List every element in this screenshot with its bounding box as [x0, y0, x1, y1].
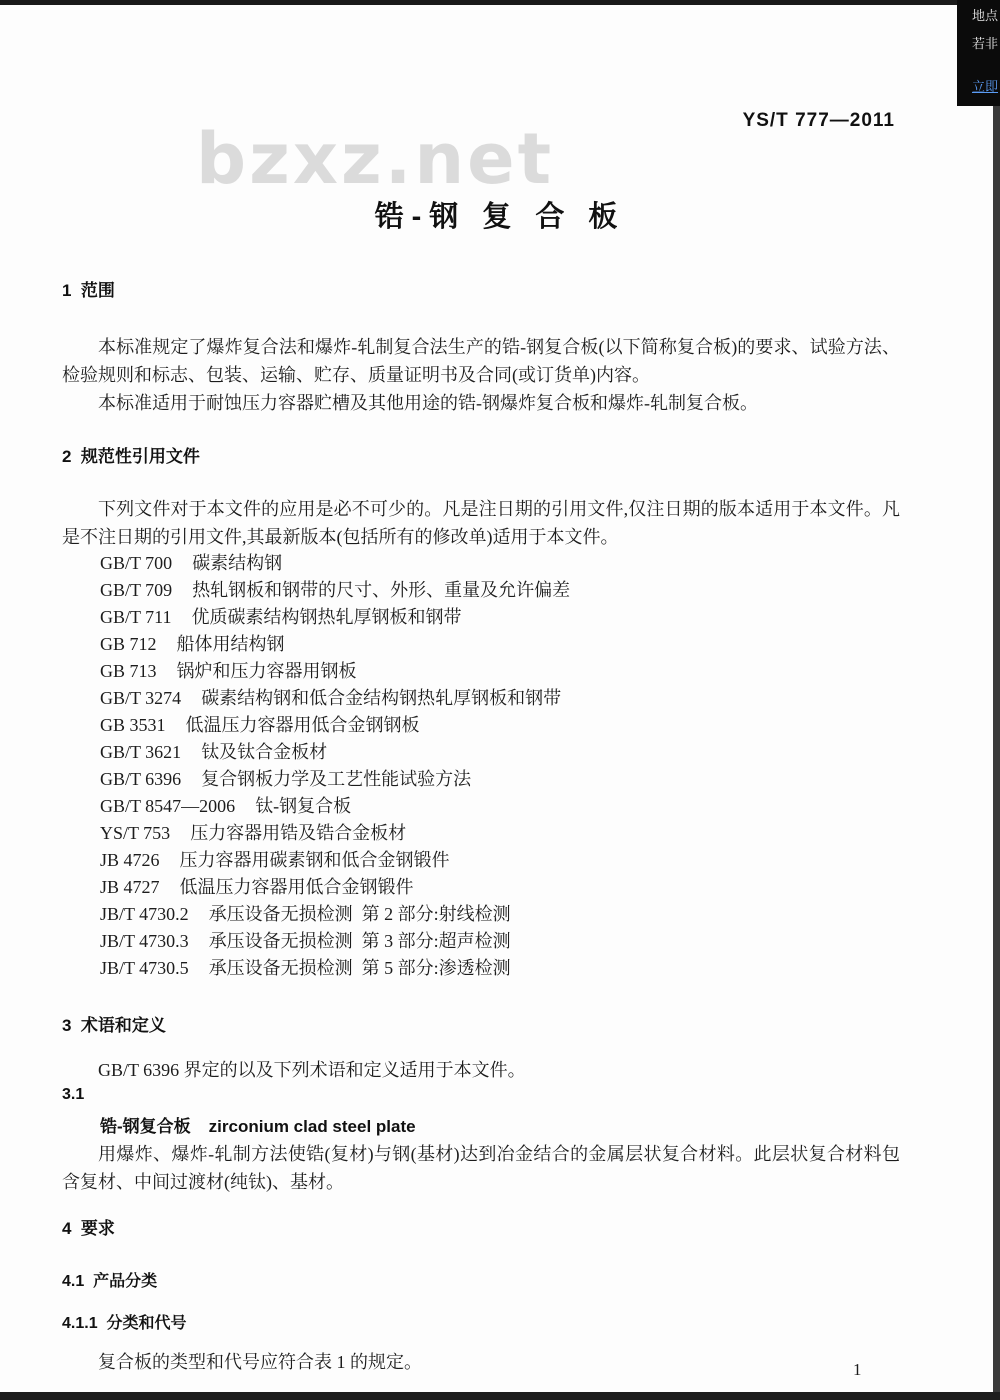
- reference-code: GB 712: [100, 634, 157, 654]
- standard-code: YS/T 777—2011: [742, 110, 895, 131]
- reference-item: [100, 685, 900, 712]
- reference-title: 碳素结构钢和低合金结构钢热轧厚钢板和钢带: [201, 688, 562, 708]
- reference-title: 钛-钢复合板: [255, 796, 352, 816]
- reference-code: JB/T 4730.3: [100, 931, 189, 951]
- bottom-edge-bar: [0, 1392, 1000, 1400]
- reference-item: [100, 631, 900, 658]
- reference-title: 船体用结构钢: [176, 634, 285, 654]
- reference-item: [100, 577, 900, 604]
- reference-code: GB/T 6396: [100, 769, 182, 789]
- reference-title: 复合钢板力学及工艺性能试验方法: [201, 769, 472, 789]
- promo-overlay: [957, 0, 1000, 106]
- reference-code: GB/T 709: [100, 580, 173, 600]
- reference-item: [100, 739, 900, 766]
- document-title: 锆-钢 复 合 板: [374, 201, 626, 233]
- reference-code: GB/T 8547—2006: [100, 796, 236, 816]
- reference-title: 低温压力容器用低合金钢钢板: [185, 715, 420, 735]
- reference-item: [100, 847, 900, 874]
- section-3-heading: 3 术语和定义: [62, 1016, 166, 1035]
- reference-item: [100, 820, 900, 847]
- reference-code: GB/T 3274: [100, 688, 182, 708]
- reference-code: JB 4727: [100, 877, 160, 897]
- reference-code: JB/T 4730.5: [100, 958, 189, 978]
- page-number: 1: [853, 1360, 862, 1379]
- section-2-intro: 下列文件对于本文件的应用是必不可少的。凡是注日期的引用文件,仅注日期的版本适用于本文件。凡是不注日期的引用文件,其最新版本(包括所有的修改单)适用于本文件。: [62, 499, 900, 547]
- reference-title: 碳素结构钢: [192, 553, 283, 573]
- reference-item: [100, 712, 900, 739]
- reference-title: 热轧钢板和钢带的尺寸、外形、重量及允许偏差: [192, 580, 571, 600]
- reference-code: GB/T 711: [100, 607, 172, 627]
- reference-title: 锅炉和压力容器用钢板: [176, 661, 357, 681]
- reference-item: [100, 550, 900, 577]
- reference-title: 优质碳素结构钢热轧厚钢板和钢带: [191, 607, 462, 627]
- section-1-paragraph-1: 本标准规定了爆炸复合法和爆炸-轧制复合法生产的锆-钢复合板(以下简称复合板)的要求、试验方法、检验规则和标志、包装、运输、贮存、质量证明书及合同(或订货单)内容。: [62, 337, 900, 385]
- reference-item: [100, 928, 900, 955]
- overlay-link[interactable]: 立即: [972, 79, 999, 94]
- section-4-1-1-heading: 4.1.1 分类和代号: [62, 1315, 187, 1332]
- overlay-line-1: 地点: [972, 8, 999, 23]
- section-3-body: [62, 1140, 900, 1196]
- reference-title: 钛及钛合金板材: [201, 742, 328, 762]
- reference-list: [100, 550, 900, 982]
- term-english: zirconium clad steel plate: [208, 1117, 416, 1136]
- reference-code: JB/T 4730.2: [100, 904, 189, 924]
- section-4-1-heading: 4.1 产品分类: [62, 1273, 158, 1290]
- reference-item: [100, 793, 900, 820]
- reference-item: [100, 658, 900, 685]
- reference-code: JB 4726: [100, 850, 160, 870]
- section-1-paragraph-2: 本标准适用于耐蚀压力容器贮槽及其他用途的锆-钢爆炸复合板和爆炸-轧制复合板。: [98, 393, 758, 413]
- reference-item: [100, 901, 900, 928]
- section-3-1-number: 3.1: [62, 1086, 85, 1103]
- top-edge-bar: [0, 0, 1000, 5]
- section-4-paragraph: 复合板的类型和代号应符合表 1 的规定。: [98, 1352, 422, 1372]
- section-4-heading: 4 要求: [62, 1219, 115, 1238]
- term-definition-text: 用爆炸、爆炸-轧制方法使锆(复材)与钢(基材)达到冶金结合的金属层状复合材料。此层状复合材料包含复材、中间过渡材(纯钛)、基材。: [62, 1144, 900, 1192]
- watermark: bzxz.net: [196, 118, 555, 200]
- section-2-body: [62, 495, 900, 551]
- reference-code: YS/T 753: [100, 823, 171, 843]
- reference-code: GB 713: [100, 661, 157, 681]
- reference-title: 承压设备无损检测 第 2 部分:射线检测: [208, 904, 511, 924]
- overlay-line-2: 若非: [972, 36, 999, 51]
- term-definition-line: [100, 1112, 416, 1137]
- section-2-heading: 2 规范性引用文件: [62, 447, 200, 466]
- reference-title: 压力容器用碳素钢和低合金钢锻件: [179, 850, 450, 870]
- reference-code: GB/T 3621: [100, 742, 182, 762]
- reference-title: 低温压力容器用低合金钢锻件: [179, 877, 414, 897]
- term-chinese: 锆-钢复合板: [100, 1117, 191, 1136]
- reference-code: GB 3531: [100, 715, 166, 735]
- reference-title: 承压设备无损检测 第 5 部分:渗透检测: [208, 958, 511, 978]
- reference-title: 承压设备无损检测 第 3 部分:超声检测: [208, 931, 511, 951]
- reference-item: [100, 874, 900, 901]
- reference-code: GB/T 700: [100, 553, 173, 573]
- reference-item: [100, 766, 900, 793]
- section-1-heading: 1 范围: [62, 281, 115, 300]
- section-3-intro: GB/T 6396 界定的以及下列术语和定义适用于本文件。: [98, 1060, 526, 1080]
- section-1-body: [62, 333, 900, 417]
- reference-item: [100, 604, 900, 631]
- reference-item: [100, 955, 900, 982]
- reference-title: 压力容器用锆及锆合金板材: [190, 823, 407, 843]
